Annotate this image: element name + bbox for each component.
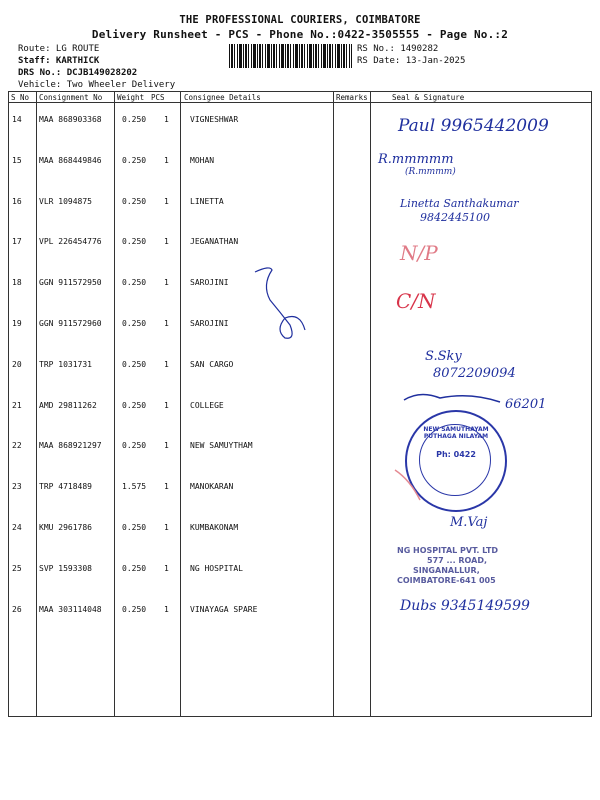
- row-pcs: 1: [164, 155, 169, 165]
- row-consignee: COLLEGE: [190, 400, 224, 410]
- row-consignment: TRP 1031731: [39, 359, 92, 369]
- row-weight: 0.250: [122, 237, 147, 247]
- scribble-row-23: [395, 470, 420, 500]
- row-consignee: JEGANATHAN: [190, 237, 239, 247]
- row-pcs: 1: [164, 319, 169, 328]
- signature-row-24: M.Vaj: [450, 515, 488, 530]
- row-consignee: SAROJINI: [190, 278, 229, 288]
- signature-row-26: Dubs 9345149599: [400, 598, 530, 614]
- row-consignment: KMU 2961786: [39, 523, 92, 532]
- row-consignment: SVP 1593308: [39, 563, 92, 573]
- row-weight: 0.250: [122, 359, 147, 369]
- row-sno: 23: [12, 482, 22, 492]
- row-pcs: 1: [164, 563, 169, 573]
- signature-row-20: S.Sky: [425, 349, 462, 364]
- row-consignee: MANOKARAN: [190, 482, 234, 492]
- header-pcs: PCS: [151, 93, 165, 102]
- row-pcs: 1: [164, 441, 169, 451]
- row-weight: 1.575: [122, 482, 147, 492]
- signature-row-20-phone: 8072209094: [433, 366, 516, 381]
- ng-stamp-line-3: SINGANALLUR,: [413, 566, 480, 575]
- row-consignee: NG HOSPITAL: [190, 563, 243, 573]
- row-consignment: GGN 911572960: [39, 319, 102, 328]
- row-consignee: SAROJINI: [190, 319, 229, 328]
- scribble-row-21: [404, 394, 500, 402]
- row-weight: 0.250: [122, 400, 147, 410]
- row-consignee: VINAYAGA SPARE: [190, 604, 258, 614]
- row-consignee: VIGNESHWAR: [190, 115, 239, 124]
- row-weight: 0.250: [122, 115, 147, 124]
- row-pcs: 1: [164, 359, 169, 369]
- row-weight: 0.250: [122, 196, 147, 206]
- rs-no-label: RS No.: 1490282: [357, 44, 439, 54]
- header-consignment: Consignment No: [39, 93, 103, 102]
- row-sno: 24: [12, 523, 22, 532]
- row-weight: 0.250: [122, 155, 147, 165]
- header-weight: Weight: [117, 93, 145, 102]
- header-consignee: Consignee Details: [184, 93, 261, 102]
- row-sno: 17: [12, 237, 22, 247]
- row-pcs: 1: [164, 278, 169, 288]
- row-pcs: 1: [164, 523, 169, 532]
- row-weight: 0.250: [122, 523, 147, 532]
- header-seal: Seal & Signature: [392, 93, 465, 102]
- remark-row-17: N/P: [400, 241, 438, 265]
- ng-stamp-line-4: COIMBATORE-641 005: [397, 576, 496, 585]
- row-sno: 14: [12, 115, 22, 124]
- company-title: THE PROFESSIONAL COURIERS, COIMBATORE: [179, 14, 421, 26]
- row-consignment: AMD 29811262: [39, 400, 97, 410]
- row-pcs: 1: [164, 237, 169, 247]
- signature-row-16: Linetta Santhakumar: [400, 197, 519, 210]
- drs-label: DRS No.: DCJB149028202: [18, 68, 138, 78]
- row-consignment: TRP 4718489: [39, 482, 92, 492]
- row-sno: 21: [12, 400, 22, 410]
- seal-text: NEW SAMUTHAYAM PUTHAGA NILAYAM: [423, 426, 489, 440]
- ng-stamp-line-2: 577 ... ROAD,: [427, 556, 488, 565]
- row-weight: 0.250: [122, 319, 147, 328]
- row-consignment: VLR 1094875: [39, 196, 92, 206]
- vehicle-label: Vehicle: Two Wheeler Delivery: [18, 80, 176, 90]
- remark-row-18: C/N: [396, 289, 436, 313]
- row-weight: 0.250: [122, 441, 147, 451]
- scribble-row-18-19: [255, 268, 305, 338]
- row-weight: 0.250: [122, 604, 147, 614]
- row-pcs: 1: [164, 482, 169, 492]
- row-sno: 26: [12, 604, 22, 614]
- row-consignee: MOHAN: [190, 155, 215, 165]
- signature-row-21: 66201: [505, 397, 547, 412]
- row-consignee: SAN CARGO: [190, 359, 234, 369]
- row-consignment: MAA 868449846: [39, 155, 102, 165]
- header-remarks: Remarks: [336, 93, 368, 102]
- row-pcs: 1: [164, 115, 169, 124]
- seal-phone: Ph: 0422: [436, 450, 476, 459]
- signature-row-15: R.mmmmm: [378, 152, 454, 167]
- route-label: Route: LG ROUTE: [18, 44, 100, 54]
- row-sno: 18: [12, 278, 22, 288]
- row-consignee: KUMBAKONAM: [190, 523, 239, 532]
- row-consignment: GGN 911572950: [39, 278, 102, 288]
- signature-row-14: Paul 9965442009: [398, 116, 549, 136]
- row-sno: 22: [12, 441, 22, 451]
- row-pcs: 1: [164, 604, 169, 614]
- row-consignee: NEW SAMUYTHAM: [190, 441, 253, 451]
- rs-date-label: RS Date: 13-Jan-2025: [357, 56, 466, 66]
- ng-stamp-line-1: NG HOSPITAL PVT. LTD: [397, 546, 499, 555]
- signature-row-16-phone: 9842445100: [420, 211, 490, 224]
- row-weight: 0.250: [122, 278, 147, 288]
- row-consignment: MAA 303114048: [39, 604, 102, 614]
- row-consignment: MAA 868921297: [39, 441, 102, 451]
- row-sno: 25: [12, 563, 22, 573]
- signature-row-15-sub: (R.mmmm): [405, 167, 456, 177]
- row-consignment: VPL 226454776: [39, 237, 102, 247]
- row-sno: 20: [12, 359, 22, 369]
- row-pcs: 1: [164, 400, 169, 410]
- row-pcs: 1: [164, 196, 169, 206]
- row-consignment: MAA 868903368: [39, 115, 102, 124]
- runsheet-title: Delivery Runsheet - PCS - Phone No.:0422-3505555 - Page No.:2: [91, 28, 509, 41]
- row-sno: 19: [12, 319, 22, 328]
- row-weight: 0.250: [122, 563, 147, 573]
- staff-label: Staff: KARTHICK: [18, 56, 100, 66]
- header-sno: S No: [11, 93, 30, 102]
- row-sno: 16: [12, 196, 22, 206]
- row-consignee: LINETTA: [190, 196, 224, 206]
- row-sno: 15: [12, 155, 22, 165]
